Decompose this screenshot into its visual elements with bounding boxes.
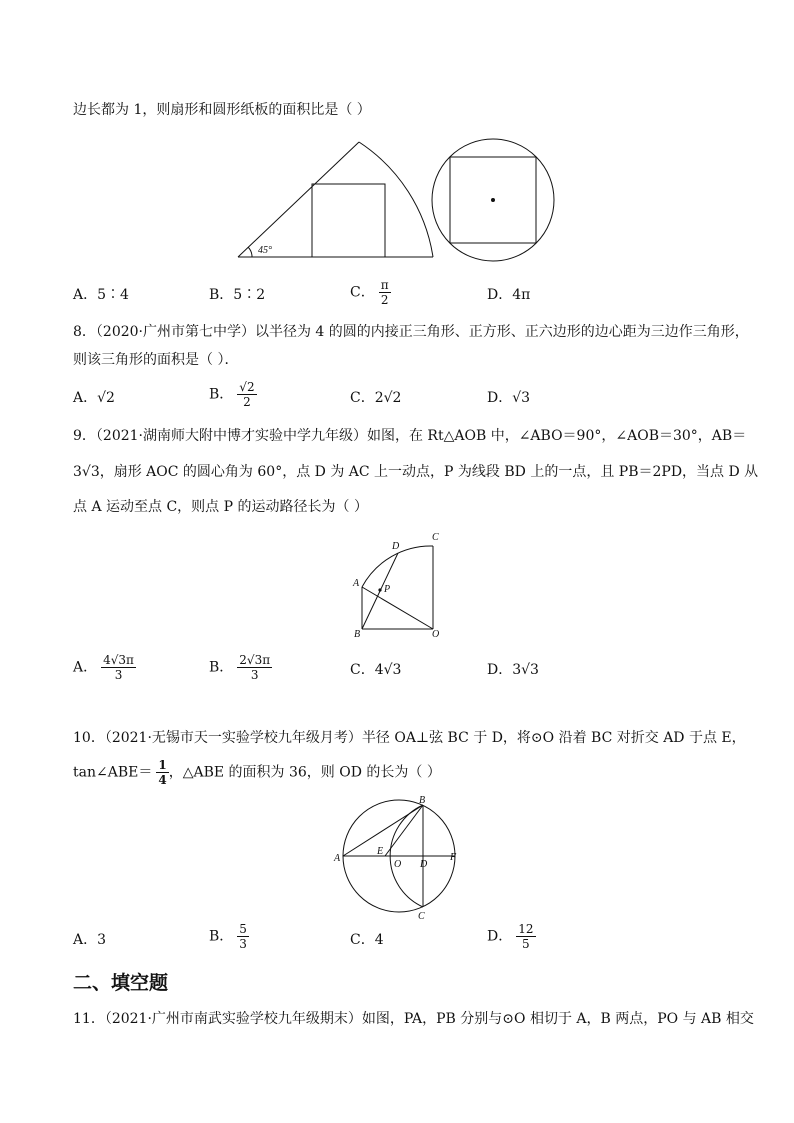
q7-option-b: B．5∶2 bbox=[209, 287, 266, 303]
q10-line1: 10．（2021·无锡市天一实验学校九年级月考）半径 OA⊥弦 BC 于 D，将⊙O 沿着 BC 对折交 AD 于点 E， bbox=[73, 730, 746, 746]
q7-option-c-den: 2 bbox=[380, 293, 389, 307]
q8-option-a: A．√2 bbox=[73, 390, 115, 406]
q9-option-a-den: 3 bbox=[114, 668, 123, 682]
q10-option-b-letter: B． bbox=[209, 928, 234, 945]
q8-option-d: D．√3 bbox=[487, 390, 531, 406]
q10-figure bbox=[330, 793, 470, 923]
q9-option-b-num: 2√3π bbox=[239, 653, 271, 667]
q10-option-d-den: 5 bbox=[522, 937, 530, 951]
q9-option-b bbox=[209, 653, 272, 682]
q10-line2-suffix: ，△ABE 的面积为 36，则 OD 的长为（ ） bbox=[168, 764, 441, 781]
q10-label-f: F bbox=[450, 852, 457, 863]
q9-label-a: A bbox=[353, 578, 360, 589]
q9-line1: 9．（2021·湖南师大附中博才实验中学九年级）如图，在 Rt△AOB 中，∠ABO＝90°，∠AOB＝30°，AB＝ bbox=[73, 428, 747, 444]
q8-option-b-letter: B． bbox=[209, 386, 234, 403]
q7-stem-tail: 边长都为 1，则扇形和圆形纸板的面积比是（ ） bbox=[73, 102, 371, 118]
q8-line2: 则该三角形的面积是（ ）． bbox=[73, 352, 239, 368]
q10-option-d-letter: D． bbox=[487, 928, 513, 945]
q9-label-b: B bbox=[354, 629, 361, 640]
q10-line2-prefix: tan∠ABE＝ bbox=[73, 764, 153, 781]
q10-label-e: E bbox=[377, 846, 384, 857]
q7-option-c bbox=[350, 278, 391, 307]
q9-option-b-letter: B． bbox=[209, 659, 234, 676]
q10-option-a: A．3 bbox=[73, 932, 107, 948]
q8-line1: 8．（2020·广州市第七中学）以半径为 4 的圆的内接正三角形、正方形、正六边形的边心距为三边作三角形， bbox=[73, 324, 749, 340]
q9-line2: 3√3，扇形 AOC 的圆心角为 60°，点 D 为 AC 上一动点，P 为线段 BD 上的一点，且 PB＝2PD，当点 D 从 bbox=[73, 464, 759, 480]
q9-label-c: C bbox=[432, 532, 439, 543]
q7-option-c-num: π bbox=[380, 278, 389, 292]
q8-option-b-num: √2 bbox=[239, 380, 255, 394]
q9-option-a-letter: A． bbox=[73, 659, 98, 676]
q11-line1: 11．（2021·广州市南武实验学校九年级期末）如图，PA，PB 分别与⊙O 相切于 A，B 两点，PO 与 AB 相交 bbox=[73, 1011, 754, 1027]
q7-angle-label: 45° bbox=[258, 245, 272, 256]
q7-sector-figure bbox=[230, 135, 450, 265]
q9-line3: 点 A 运动至点 C，则点 P 的运动路径长为（ ） bbox=[73, 499, 368, 515]
q9-figure bbox=[348, 528, 458, 643]
q9-option-d: D．3√3 bbox=[487, 662, 539, 678]
q10-label-d: D bbox=[420, 859, 428, 870]
q10-option-b-num: 5 bbox=[239, 922, 247, 936]
q10-label-b: B bbox=[419, 795, 426, 806]
q10-label-c: C bbox=[418, 911, 425, 922]
q8-option-b-den: 2 bbox=[243, 395, 251, 409]
q9-option-b-den: 3 bbox=[250, 668, 259, 682]
q10-option-b bbox=[209, 922, 249, 951]
q10-label-o: O bbox=[394, 859, 402, 870]
q10-tan-num: 1 bbox=[158, 758, 167, 772]
q9-option-c: C．4√3 bbox=[350, 662, 402, 678]
q10-option-c: C．4 bbox=[350, 932, 384, 948]
q9-label-p: P bbox=[384, 584, 391, 595]
q7-option-c-letter: C． bbox=[350, 284, 375, 301]
q7-circle-figure bbox=[430, 136, 560, 266]
q10-line2 bbox=[73, 758, 441, 787]
q9-option-a-num: 4√3π bbox=[103, 653, 134, 667]
q10-option-b-den: 3 bbox=[239, 937, 247, 951]
q9-label-o: O bbox=[432, 629, 440, 640]
q10-label-a: A bbox=[334, 853, 341, 864]
q10-option-d-num: 12 bbox=[518, 922, 534, 936]
q9-label-d: D bbox=[392, 541, 400, 552]
q7-option-a: A．5∶4 bbox=[73, 287, 129, 303]
q10-tan-den: 4 bbox=[158, 773, 167, 787]
q9-option-a bbox=[73, 653, 136, 682]
q8-option-b bbox=[209, 380, 257, 409]
q7-option-d: D．4π bbox=[487, 287, 531, 303]
q8-option-c: C．2√2 bbox=[350, 390, 402, 406]
q10-option-d bbox=[487, 922, 536, 951]
section-heading-fill-in: 二、填空题 bbox=[73, 972, 169, 994]
